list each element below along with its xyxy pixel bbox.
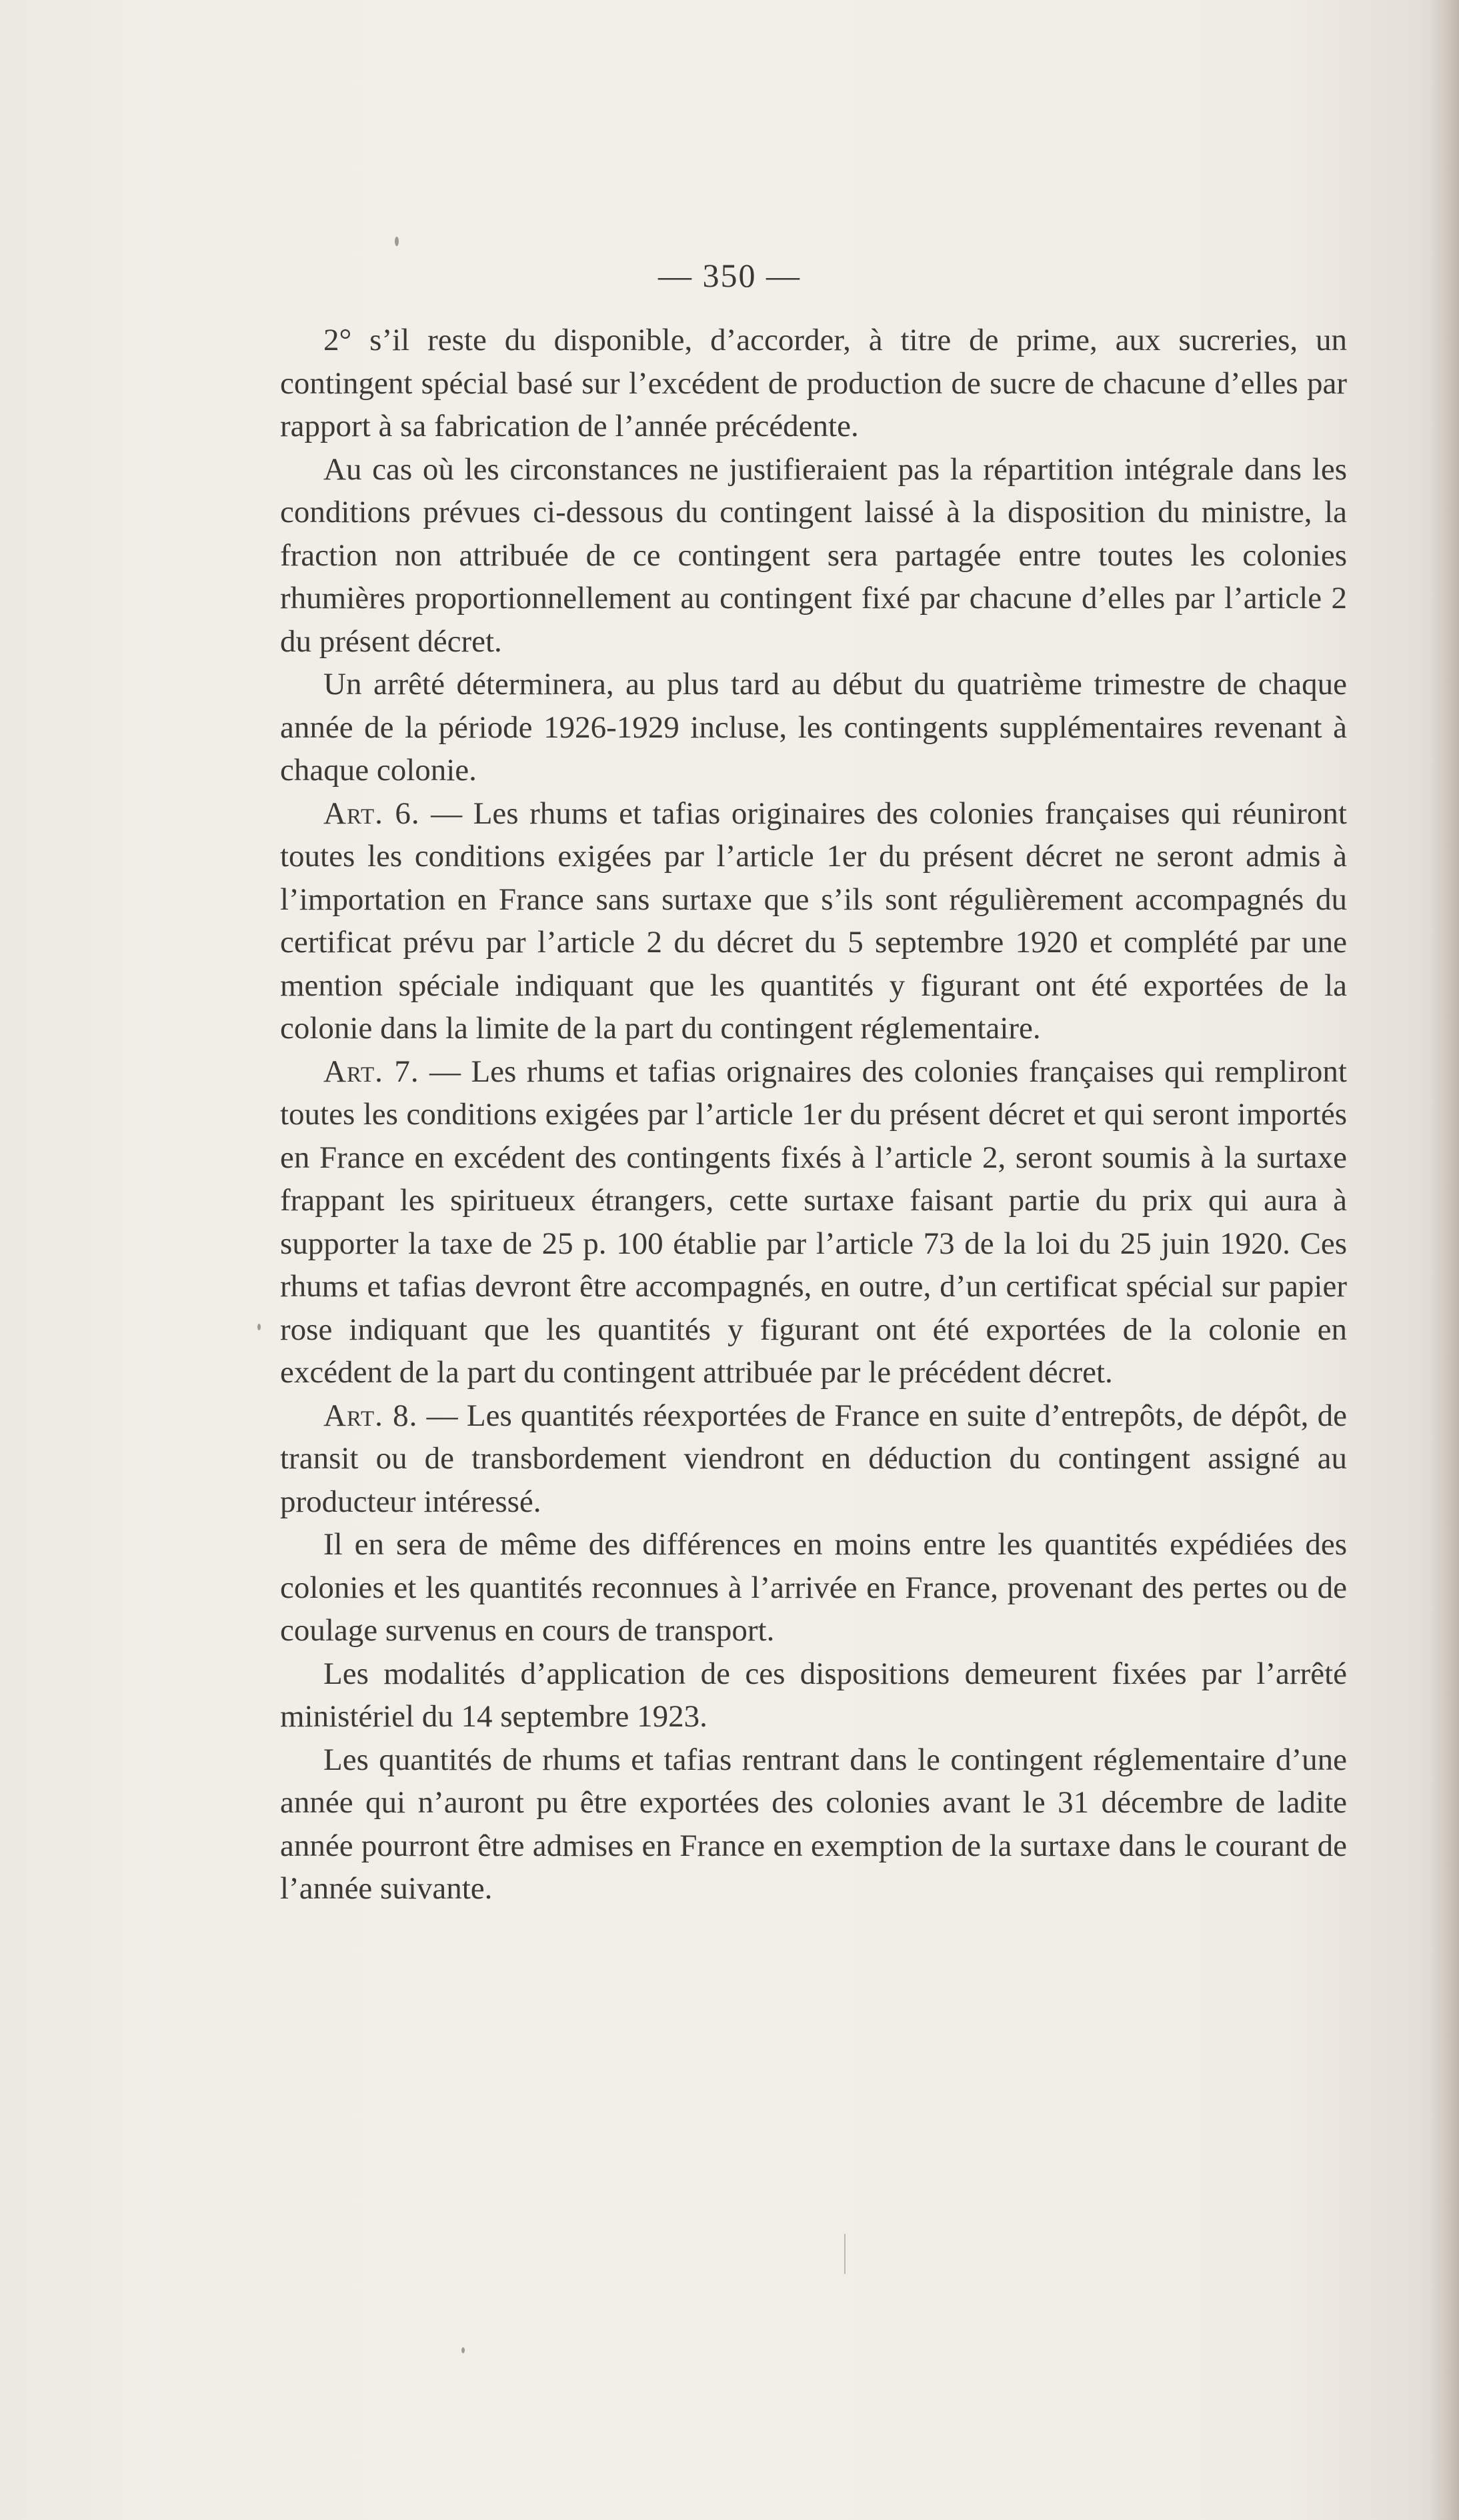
paragraph [280, 1738, 1347, 1911]
paper-speck [461, 2347, 465, 2353]
article-paragraph [280, 1050, 1347, 1394]
paper-speck [257, 1324, 261, 1330]
paragraph-text: Les quantités de rhums et tafias rentrant dans le contingent réglementaire d’une année qui n’auront pu être exportées des colonies avant le 31 décembre de ladite année pourront être admises en France en exemption de la surtaxe dans le courant de l’année suivante. [280, 1742, 1347, 1906]
paper-scratch [844, 2234, 846, 2274]
paragraph-text: Un arrêté déterminera, au plus tard au début du quatrième trimestre de chaque année de la période 1926-1929 incluse, les contingents supplémentaires revenant à chaque colonie. [280, 667, 1347, 788]
paper-speck [395, 237, 399, 246]
paragraph-text: — Les rhums et tafias originaires des colonies françaises qui réuniront toutes les conditions exigées par l’article 1er du présent décret ne seront admis à l’importation en France sans surtaxe que s’ils sont régulièrement accompagnés du certificat prévu par l’article 2 du décret du 5 septembre 1920 et complété par une mention spéciale indiquant que les quantités y figurant ont été exportées de la colonie dans la limite de la part du contingent réglementaire. [280, 796, 1347, 1046]
article-paragraph [280, 1394, 1347, 1524]
paragraph [280, 1523, 1347, 1652]
paragraph-text: Les modalités d’application de ces dispositions demeurent fixées par l’arrêté ministériel du 14 septembre 1923. [280, 1656, 1347, 1734]
paragraph [280, 319, 1347, 448]
article-lead: Art. 8. [323, 1398, 418, 1433]
paragraph-text: — Les rhums et tafias orignaires des colonies françaises qui rempliront toutes les conditions exigées par l’article 1er du présent décret et qui seront importés en France en excédent des contingents fixés à l’article 2, seront soumis à la surtaxe frappant les spiritueux étrangers, cette surtaxe faisant partie du prix qui aura à supporter la taxe de 25 p. 100 établie par l’article 73 de la loi du 25 juin 1920. Ces rhums et tafias devront être accompagnés, en outre, d’un certificat spécial sur papier rose indiquant que les quantités y figurant ont été exportées de la colonie en excédent de la part du contingent attribuée par le précédent décret. [280, 1054, 1347, 1390]
page-number: — 350 — [658, 257, 801, 294]
paragraph-text: 2° s’il reste du disponible, d’accorder, à titre de prime, aux sucreries, un contingent spécial basé sur l’excédent de production de sucre de chacune d’elles par rapport à sa fabrication de l’année précédente. [280, 323, 1347, 443]
paragraph-text: — Les quantités réexportées de France en suite d’entrepôts, de dépôt, de transit ou de transbordement viendront en déduction du contingent assigné au producteur intéressé. [280, 1398, 1347, 1519]
paragraph [280, 663, 1347, 792]
paragraph [280, 1652, 1347, 1738]
paragraph-text: Il en sera de même des différences en moins entre les quantités expédiées des colonies et les quantités reconnues à l’arrivée en France, provenant des pertes ou de coulage survenus en cours de transport. [280, 1527, 1347, 1648]
paragraph-text: Au cas où les circonstances ne justifieraient pas la répartition intégrale dans les conditions prévues ci-dessous du contingent laissé à la disposition du ministre, la fraction non attribuée de ce contingent sera partagée entre toutes les colonies rhumières proportionnellement au contingent fixé par chacune d’elles par l’article 2 du présent décret. [280, 451, 1347, 659]
body-text [280, 319, 1347, 1911]
paragraph [280, 448, 1347, 664]
page-edge-shadow [1431, 0, 1459, 2520]
article-lead: Art. 7. [323, 1054, 419, 1089]
article-paragraph [280, 792, 1347, 1050]
article-lead: Art. 6. [323, 796, 420, 831]
